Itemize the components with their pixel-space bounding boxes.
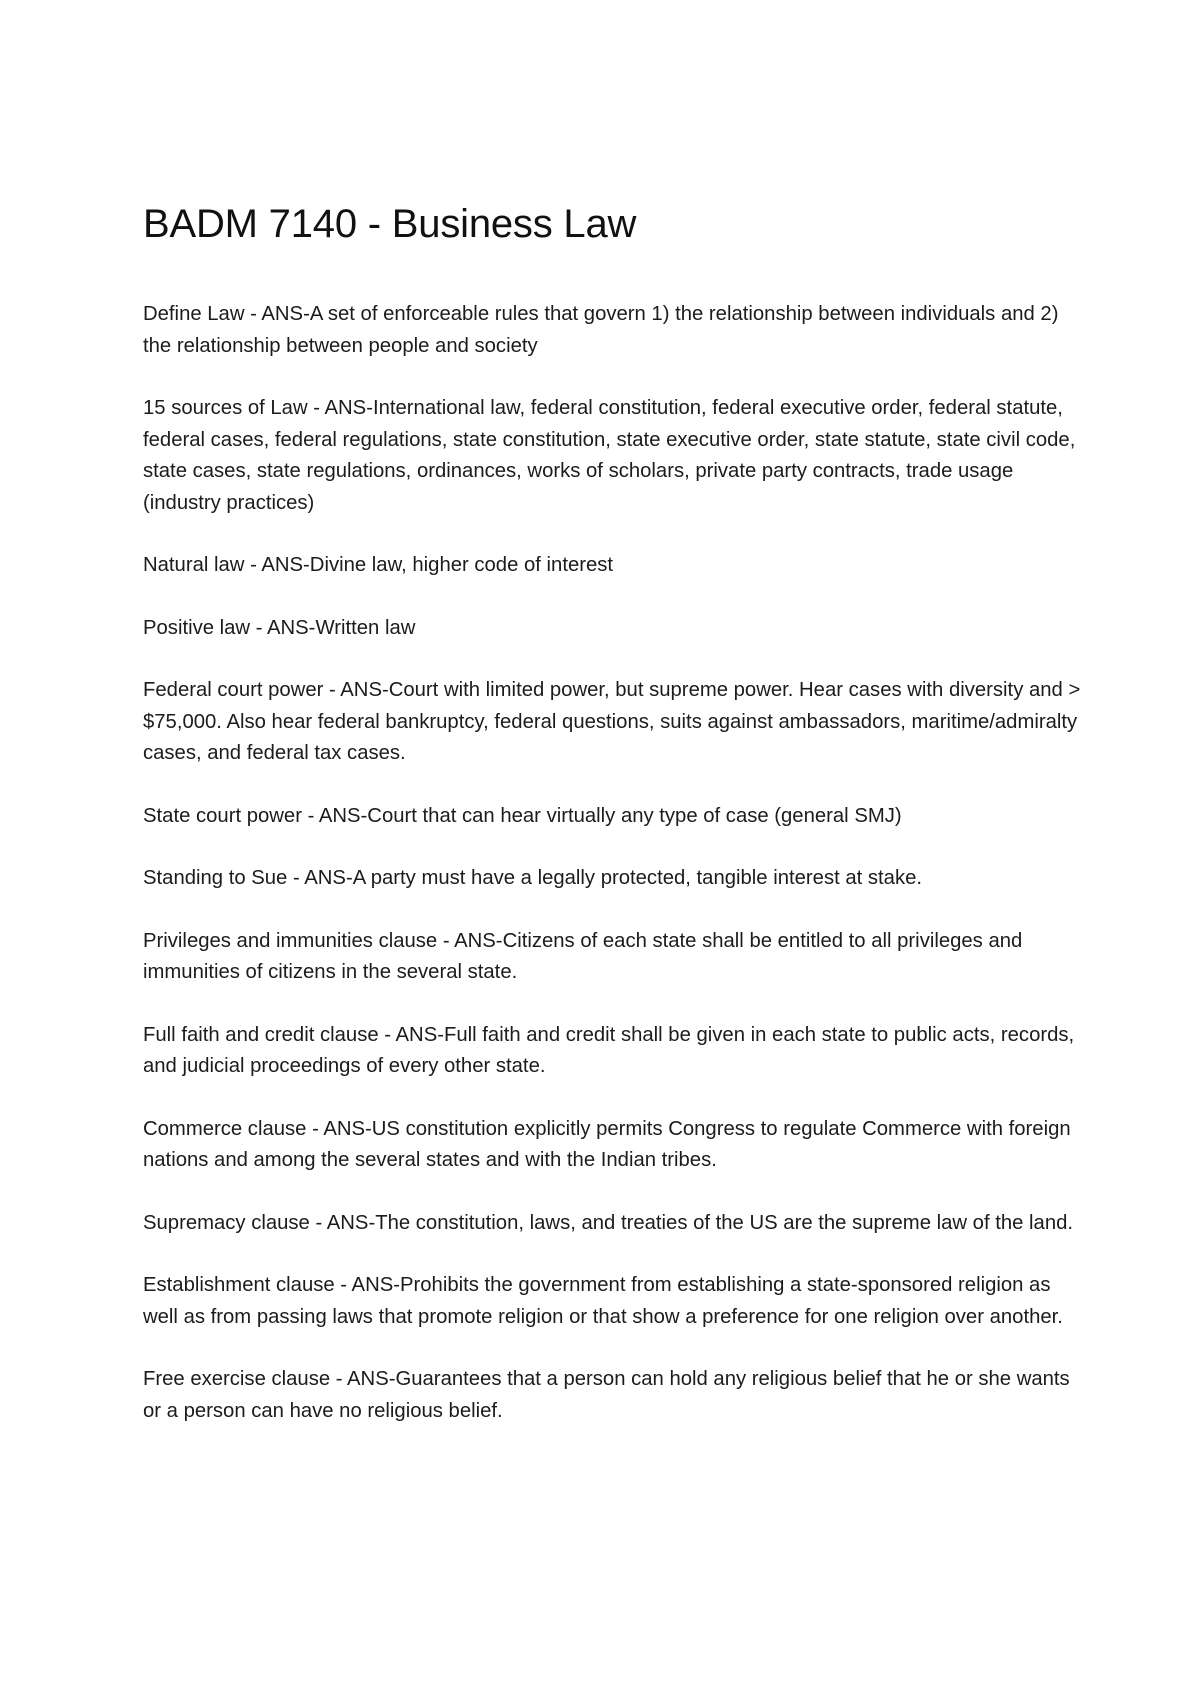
document-page	[143, 196, 1083, 1458]
definition-entry-free-exercise-clause: Free exercise clause - ANS-Guarantees that a person can hold any religious belief that he or she wants or a person can have no religious belief.	[143, 1368, 1070, 1422]
definition-entry-commerce-clause: Commerce clause - ANS-US constitution explicitly permits Congress to regulate Commerce with foreign nations and among the several states and with the Indian tribes.	[143, 1117, 1071, 1171]
definition-entry-establishment-clause: Establishment clause - ANS-Prohibits the government from establishing a state-sponsored religion as well as from passing laws that promote religion or that show a preference for one religion over another.	[143, 1274, 1063, 1328]
definition-entry-sources-of-law: 15 sources of Law - ANS-International law, federal constitution, federal executive order, federal statute, federal cases, federal regulations, state constitution, state executive order, state statute, state civil code, state cases, state regulations, ordinances, works of scholars, private party contracts, trade usage (industry practices)	[143, 397, 1076, 514]
document-title: BADM 7140 - Business Law	[143, 202, 637, 246]
definition-entry-natural-law: Natural law - ANS-Divine law, higher code of interest	[143, 554, 614, 576]
definition-entry-federal-court-power: Federal court power - ANS-Court with limited power, but supreme power. Hear cases with diversity and > $75,000. Also hear federal bankruptcy, federal questions, suits against ambassadors, maritime/admiralty cases, and federal tax cases.	[143, 679, 1081, 764]
definition-entry-positive-law: Positive law - ANS-Written law	[143, 616, 416, 639]
definition-entry-full-faith-credit: Full faith and credit clause - ANS-Full faith and credit shall be given in each state to public acts, records, and judicial proceedings of every other state.	[143, 1023, 1075, 1077]
definition-entry-state-court-power: State court power - ANS-Court that can hear virtually any type of case (general SMJ)	[143, 804, 902, 827]
definition-entry-privileges-immunities: Privileges and immunities clause - ANS-Citizens of each state shall be entitled to all privileges and immunities of citizens in the several state.	[143, 929, 1023, 983]
definition-entry-standing-to-sue: Standing to Sue - ANS-A party must have a legally protected, tangible interest at stake.	[143, 867, 923, 889]
definition-entry-define-law: Define Law - ANS-A set of enforceable rules that govern 1) the relationship between individuals and 2) the relationship between people and society	[143, 303, 1059, 357]
definition-entry-supremacy-clause: Supremacy clause - ANS-The constitution, laws, and treaties of the US are the supreme law of the land.	[143, 1211, 1074, 1234]
